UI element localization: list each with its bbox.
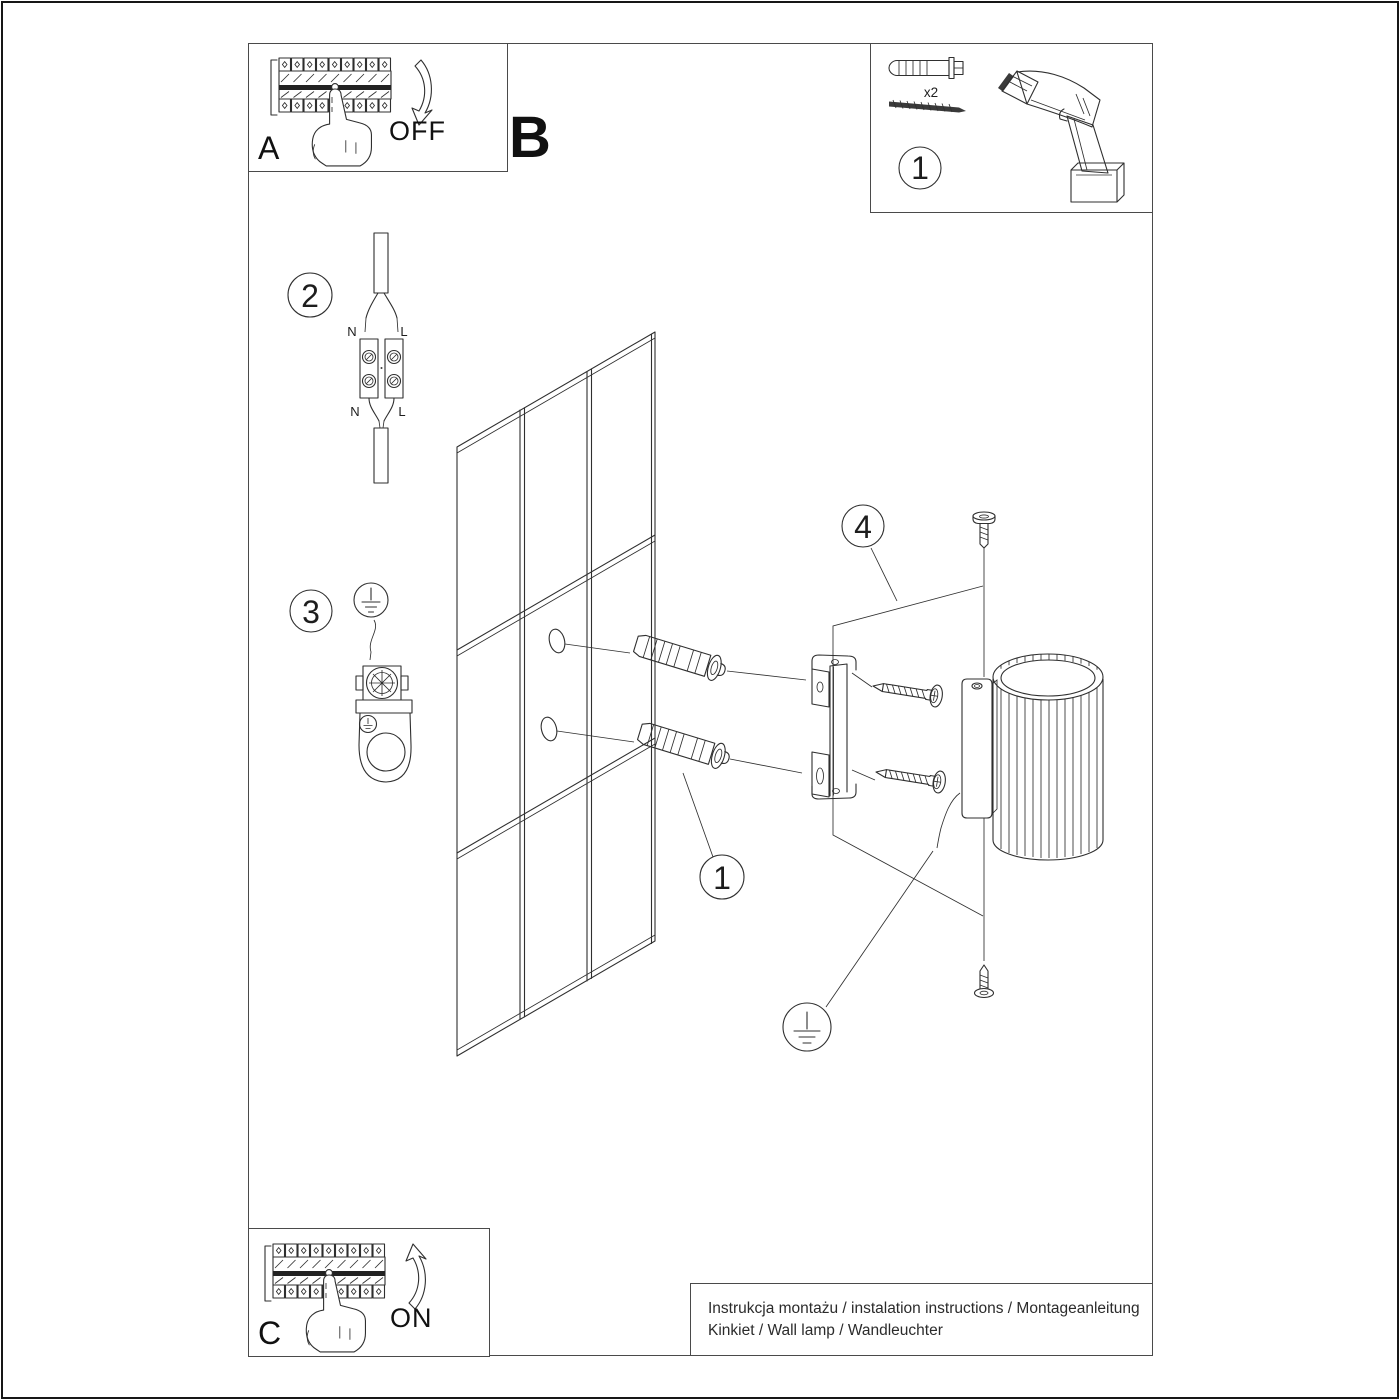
mounting-screw-icon: [874, 761, 947, 794]
mounting-bracket-icon: [812, 655, 856, 799]
installation-diagram: [240, 220, 1165, 1340]
earth-symbol-badge: [783, 1003, 831, 1051]
ground-wire-icon: [370, 620, 376, 660]
mounting-screw-icon: [889, 100, 966, 113]
pressing-hand-icon: [312, 89, 371, 166]
mounting-screw-icon: [871, 675, 944, 708]
wire-label-n-bottom: N: [350, 404, 360, 419]
svg-text:1: 1: [911, 150, 929, 186]
wall-hole-lower: [539, 716, 559, 743]
svg-text:1: 1: [713, 860, 731, 896]
lamp-backplate-icon: [962, 679, 997, 818]
wire-label-l-bottom: L: [398, 404, 406, 419]
top-screw-icon: [973, 512, 995, 548]
step-a-label: A: [258, 130, 280, 166]
earth-symbol-icon: [354, 583, 388, 617]
tools-box: [870, 43, 1153, 213]
leader-lines: [557, 644, 875, 857]
earth-wire-icon: [937, 793, 960, 848]
ground-bracket-icon: [356, 700, 412, 782]
fluted-shade-icon: [993, 654, 1103, 860]
step-4-badge: [842, 505, 884, 547]
wall-plug-anchor-icon: [636, 719, 733, 771]
tiled-wall-icon: [457, 332, 655, 1056]
step-1-anchors-badge: [700, 855, 744, 899]
step-2-badge: [288, 273, 332, 317]
on-label: ON: [390, 1303, 433, 1333]
off-label: OFF: [389, 116, 446, 146]
svg-text:2: 2: [301, 278, 319, 314]
step-b-label: B: [509, 105, 551, 170]
step-1-badge: [899, 147, 941, 189]
ground-terminal-icon: [356, 666, 408, 700]
step-4-frame-line: [833, 586, 983, 916]
wire-label-n-top: N: [347, 324, 357, 339]
dowel-quantity-label: x2: [923, 85, 939, 100]
footer-product-line: Kinkiet / Wall lamp / Wandleuchter: [708, 1321, 943, 1339]
svg-text:3: 3: [302, 594, 320, 630]
wall-hole-upper: [547, 628, 567, 655]
bottom-screw-icon: [975, 965, 994, 998]
footer-title-line: Instrukcja montażu / instalation instructions / Montageanleitung: [708, 1299, 1140, 1317]
step-a-box: [248, 43, 508, 172]
step-c-label: C: [258, 1315, 282, 1351]
wall-plug-anchor-icon: [889, 58, 963, 79]
wall-plug-anchor-icon: [632, 631, 729, 683]
step-4-leader: [871, 548, 897, 601]
terminal-block-icon: [360, 233, 406, 483]
cordless-drill-icon: [998, 71, 1124, 202]
wire-label-l-top: L: [400, 324, 408, 339]
ground-leader: [826, 851, 933, 1007]
step-3-badge: [290, 590, 332, 632]
svg-text:4: 4: [854, 509, 872, 545]
